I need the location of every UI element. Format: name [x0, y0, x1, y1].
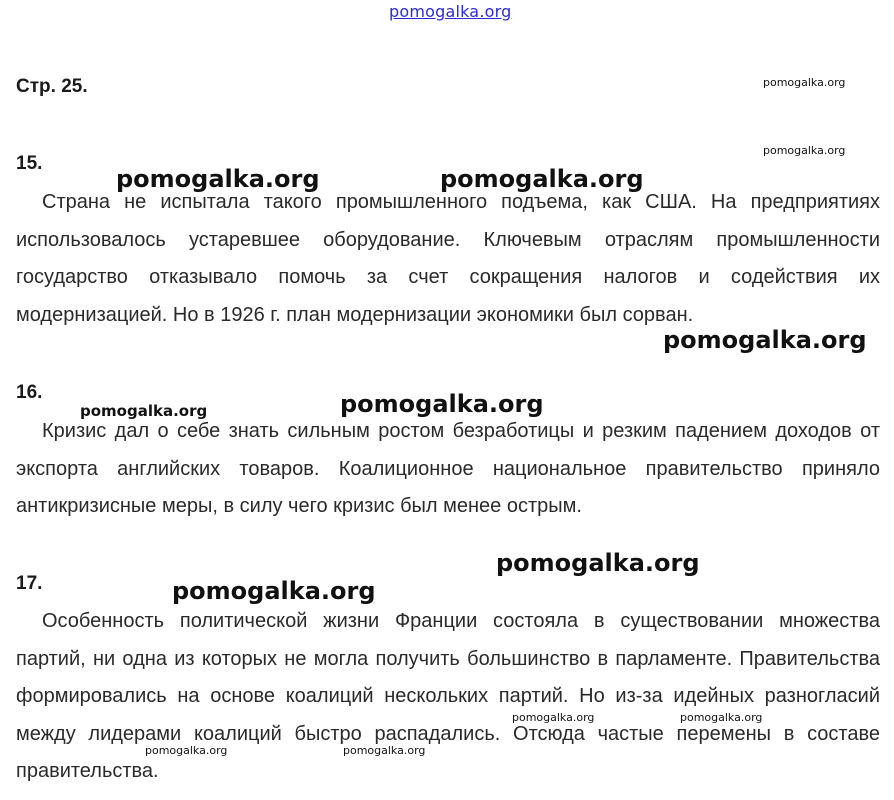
page-label: Стр. 25.: [16, 76, 88, 97]
watermark: pomogalka.org: [116, 165, 320, 193]
watermark: pomogalka.org: [172, 577, 376, 605]
watermark: pomogalka.org: [512, 711, 595, 724]
watermark: pomogalka.org: [145, 744, 228, 757]
section-number-16: 16.: [16, 382, 43, 403]
watermark: pomogalka.org: [763, 144, 846, 157]
watermark: pomogalka.org: [763, 76, 846, 89]
watermark: pomogalka.org: [496, 549, 700, 577]
section-number-15: 15.: [16, 153, 43, 174]
watermark: pomogalka.org: [663, 326, 867, 354]
watermark: pomogalka.org: [340, 390, 544, 418]
section-text-15: Страна не испытала такого промышленного подъема, как США. На предприятиях использовалось устаревшее оборудование. Ключевым отраслям промышленности государство отказывало помочь за счет сокращения налогов и содействия их модернизацией. Но в 1926 г. план модернизации экономики был сорван.: [16, 191, 880, 326]
watermark: pomogalka.org: [343, 744, 426, 757]
watermark: pomogalka.org: [440, 165, 644, 193]
watermark: pomogalka.org: [680, 711, 763, 724]
section-text-17: Особенность политической жизни Франции состояла в существовании множества партий, ни одна из которых не могла получить большинство в парламенте. Правительства формировались на основе коалиций нескольких партий. Но из-за идейных разногласий между лидерами коалиций быстро распадались. Отсюда частые перемены в составе правительства.: [16, 610, 880, 782]
watermark: pomogalka.org: [80, 402, 208, 420]
watermark-top-link[interactable]: pomogalka.org: [389, 2, 512, 21]
section-number-17: 17.: [16, 573, 43, 594]
section-text-16: Кризис дал о себе знать сильным ростом безработицы и резким падением доходов от экспорта английских товаров. Коалиционное национальное правительство приняло антикризисные меры, в силу чего кризис был менее острым.: [16, 420, 880, 517]
